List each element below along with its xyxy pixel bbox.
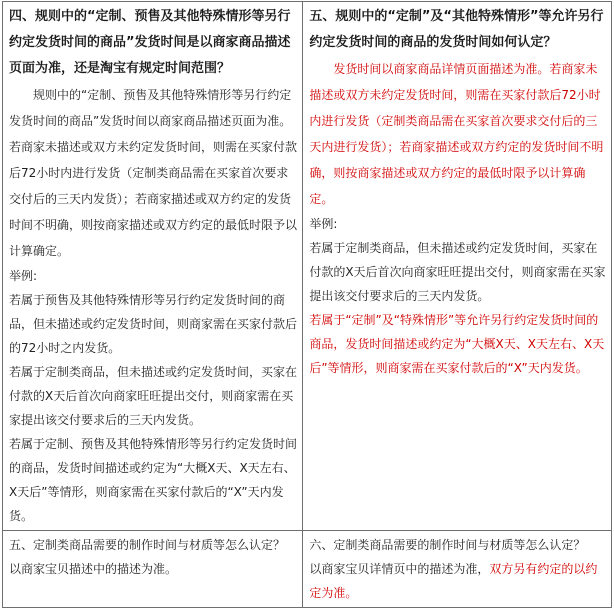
answer-6 [309, 557, 606, 605]
comparison-table [2, 1, 612, 608]
right-cell-q6 [303, 531, 612, 608]
question-title-5-new: 五、规则中的“定制”及“其他特殊情形”等允许另行约定发货时间的商品的发货时间如何认定？ [309, 9, 604, 50]
example-item-1: 若属于定制类商品，但未描述或约定发货时间，买家在付款的X天后首次向商家旺旺提出交付，则商家需在买家提出该交付要求后的三天内发货。 [309, 241, 606, 303]
table-row [3, 531, 612, 608]
example-item-2: 若属于定制类商品，但未描述或约定发货时间，买家在付款的X天后首次向商家旺旺提出交付，则商家需在买家提出该交付要求后的三天内发货。 [9, 365, 298, 427]
question-title-6: 六、定制类商品需要的制作时间与材质等怎么认定？ [309, 538, 586, 552]
answer-6-text: 以商家宝贝详情页中的描述为准， [309, 562, 490, 576]
right-cell-q5 [303, 2, 612, 531]
question-title-5-old: 五、定制类商品需要的制作时间与材质等怎么认定？ [9, 538, 286, 552]
answer-paragraph-4: 规则中的“定制、预售及其他特殊情形等另行约定发货时间的商品”发货时间以商家商品描述页面为准。若商家未描述或双方未约定发货时间，则需在买家付款后72小时内进行发货（定制类商品需在买家首次要求交付后的三天内发货）；若商家描述或双方约定的发货时间不明确，则按商家描述或双方约定的最低时限予以计算确定。 [9, 88, 298, 258]
table-row [3, 2, 612, 531]
example-item-3: 若属于定制、预售及其他特殊情形等另行约定发货时间的商品，发货时间描述或约定为“大概X天、X天左右、X天后”等情形，则商家需在买家付款后的“X”天内发货。 [9, 437, 298, 523]
example-label: 举例: [9, 269, 38, 283]
left-cell-q4 [3, 2, 303, 531]
answer-5-old: 以商家宝贝描述中的描述为准。 [9, 562, 178, 576]
faq-page [0, 1, 614, 611]
example-item-1: 若属于预售及其他特殊情形等另行约定发货时间的商品，但未描述或约定发货时间，则商家需在买家付款后的72小时之内发货。 [9, 293, 298, 355]
example-label: 举例: [309, 217, 338, 231]
example-item-2-highlight: 若属于“定制”及“特殊情形”等允许另行约定发货时间的商品，发货时间描述或约定为“大概X天、X天左右、X天后”等情形，则商家需在买家付款后的“X”天内发货。 [309, 313, 605, 375]
left-cell-q5 [3, 531, 303, 608]
answer-6-highlight: 双方另有约定的以约定为准。 [309, 562, 598, 600]
answer-paragraph-5-new: 发货时间以商家商品详情页面描述为准。若商家未描述或双方未约定发货时间，则需在买家付款后72小时内进行发货（定制类商品需在买家首次要求交付后的三天内进行发货）；若商家描述或双方约定的发货时间不明确，则按商家描述或双方约定的最低时限予以计算确定。 [309, 62, 604, 206]
question-title-4: 四、规则中的“定制、预售及其他特殊情形等另行约定发货时间的商品”发货时间是以商家商品描述页面为准，还是淘宝有规定时间范围？ [9, 9, 291, 76]
